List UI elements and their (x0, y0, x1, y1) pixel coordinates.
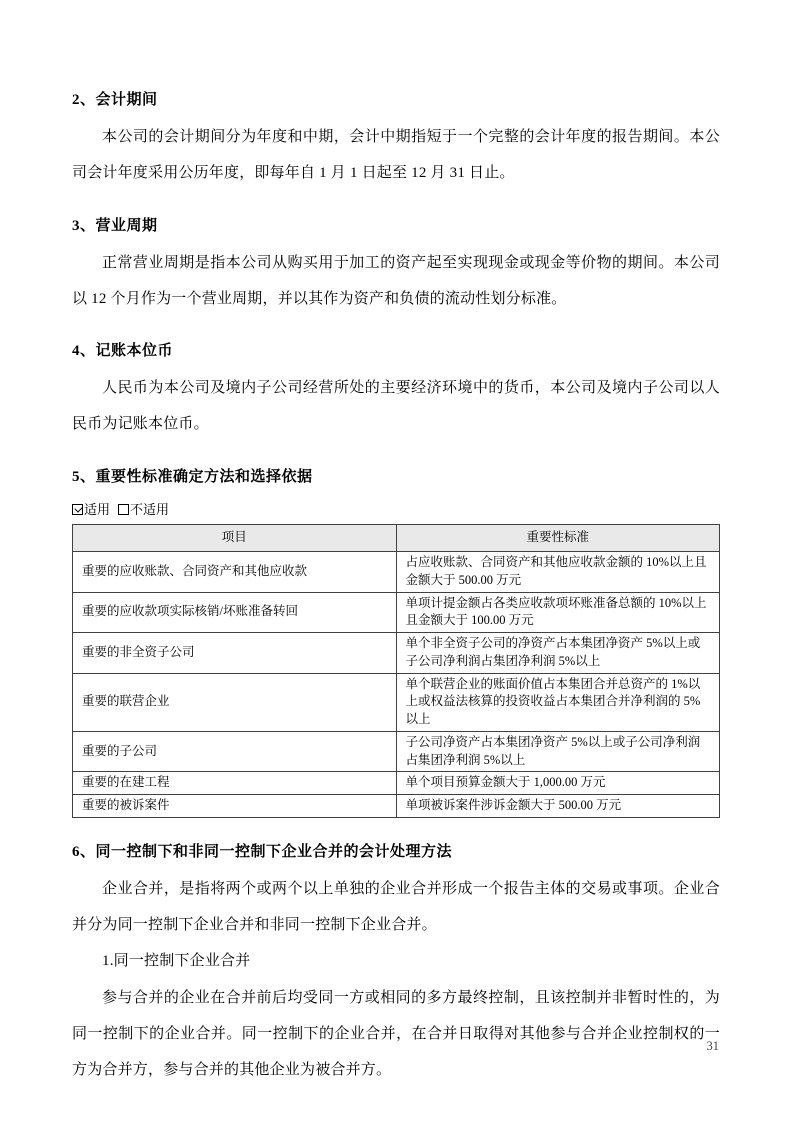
section-heading: 3、营业周期 (72, 217, 158, 234)
table-header-row (73, 525, 720, 552)
table-row (73, 673, 720, 731)
item-cell: 重要的子公司 (73, 731, 397, 772)
table-row (73, 592, 720, 633)
table-row (73, 731, 720, 772)
table-row (73, 772, 720, 795)
not-applicable-checkbox-icon (118, 504, 129, 515)
criteria-cell: 单项被诉案件涉诉金额大于 500.00 万元 (396, 795, 720, 818)
table-row (73, 795, 720, 818)
item-cell: 重要的应收账款、合同资产和其他应收款 (73, 552, 397, 593)
item-cell: 重要的在建工程 (73, 772, 397, 795)
applicable-label: 适用 (84, 501, 111, 517)
criteria-cell: 单个项目预算金额大于 1,000.00 万元 (396, 772, 720, 795)
item-cell: 重要的联营企业 (73, 673, 397, 731)
paragraph: 1.同一控制下企业合并 (102, 953, 251, 970)
item-cell: 重要的非全资子公司 (73, 633, 397, 674)
section-functional-currency (72, 341, 720, 443)
applicable-checkbox-icon (72, 504, 83, 515)
criteria-cell: 单项计提金额占各类应收款项坏账准备总额的 10%以上且金额大于 100.00 万元 (396, 592, 720, 633)
section-materiality-standards (72, 467, 720, 818)
column-header-item: 项目 (73, 525, 397, 552)
criteria-cell: 单个非全资子公司的净资产占本集团净资产 5%以上或子公司净利润占集团净利润 5%以上 (396, 633, 720, 674)
section-accounting-period (72, 90, 720, 192)
criteria-cell: 单个联营企业的账面价值占本集团合并总资产的 1%以上或权益法核算的投资收益占本集团合并净利润的 5%以上 (396, 673, 720, 731)
paragraph: 企业合并，是指将两个或两个以上单独的企业合并形成一个报告主体的交易或事项。企业合并分为同一控制下企业合并和非同一控制下企业合并。 (72, 880, 720, 934)
criteria-cell: 占应收账款、合同资产和其他应收款金额的 10%以上且金额大于 500.00 万元 (396, 552, 720, 593)
table-row (73, 552, 720, 593)
criteria-cell: 子公司净资产占本集团净资产 5%以上或子公司净利润占集团净利润 5%以上 (396, 731, 720, 772)
materiality-table (72, 524, 720, 818)
section-operating-cycle (72, 216, 720, 318)
paragraph: 人民币为本公司及境内子公司经营所处的主要经济环境中的货币，本公司及境内子公司以人民币为记账本位币。 (72, 380, 720, 433)
section-heading: 4、记账本位币 (72, 343, 174, 360)
page-number: 31 (706, 1039, 719, 1053)
item-cell: 重要的应收款项实际核销/坏账准备转回 (73, 592, 397, 633)
item-cell: 重要的被诉案件 (73, 795, 397, 818)
section-heading: 5、重要性标准确定方法和选择依据 (72, 468, 313, 485)
section-business-combinations (72, 842, 720, 1089)
table-row (73, 633, 720, 674)
applicability-line (72, 500, 720, 520)
paragraph: 正常营业周期是指本公司从购买用于加工的资产起至实现现金或现金等价物的期间。本公司以 12 个月作为一个营业周期，并以其作为资产和负债的流动性划分标准。 (72, 254, 720, 307)
paragraph: 本公司的会计期间分为年度和中期，会计中期指短于一个完整的会计年度的报告期间。本公司会计年度采用公历年度，即每年自 1 月 1 日起至 12 月 31 日止。 (72, 129, 720, 182)
section-heading: 6、同一控制下和非同一控制下企业合并的会计处理方法 (72, 843, 453, 860)
not-applicable-label: 不适用 (130, 501, 170, 517)
section-heading: 2、会计期间 (72, 92, 158, 108)
column-header-criteria: 重要性标准 (396, 525, 720, 552)
paragraph: 参与合并的企业在合并前后均受同一方或相同的多方最终控制，且该控制并非暂时性的，为同一控制下的企业合并。同一控制下的企业合并，在合并日取得对其他参与合并企业控制权的一方为合并方，参与合并的其他企业为被合并方。 (72, 989, 720, 1079)
